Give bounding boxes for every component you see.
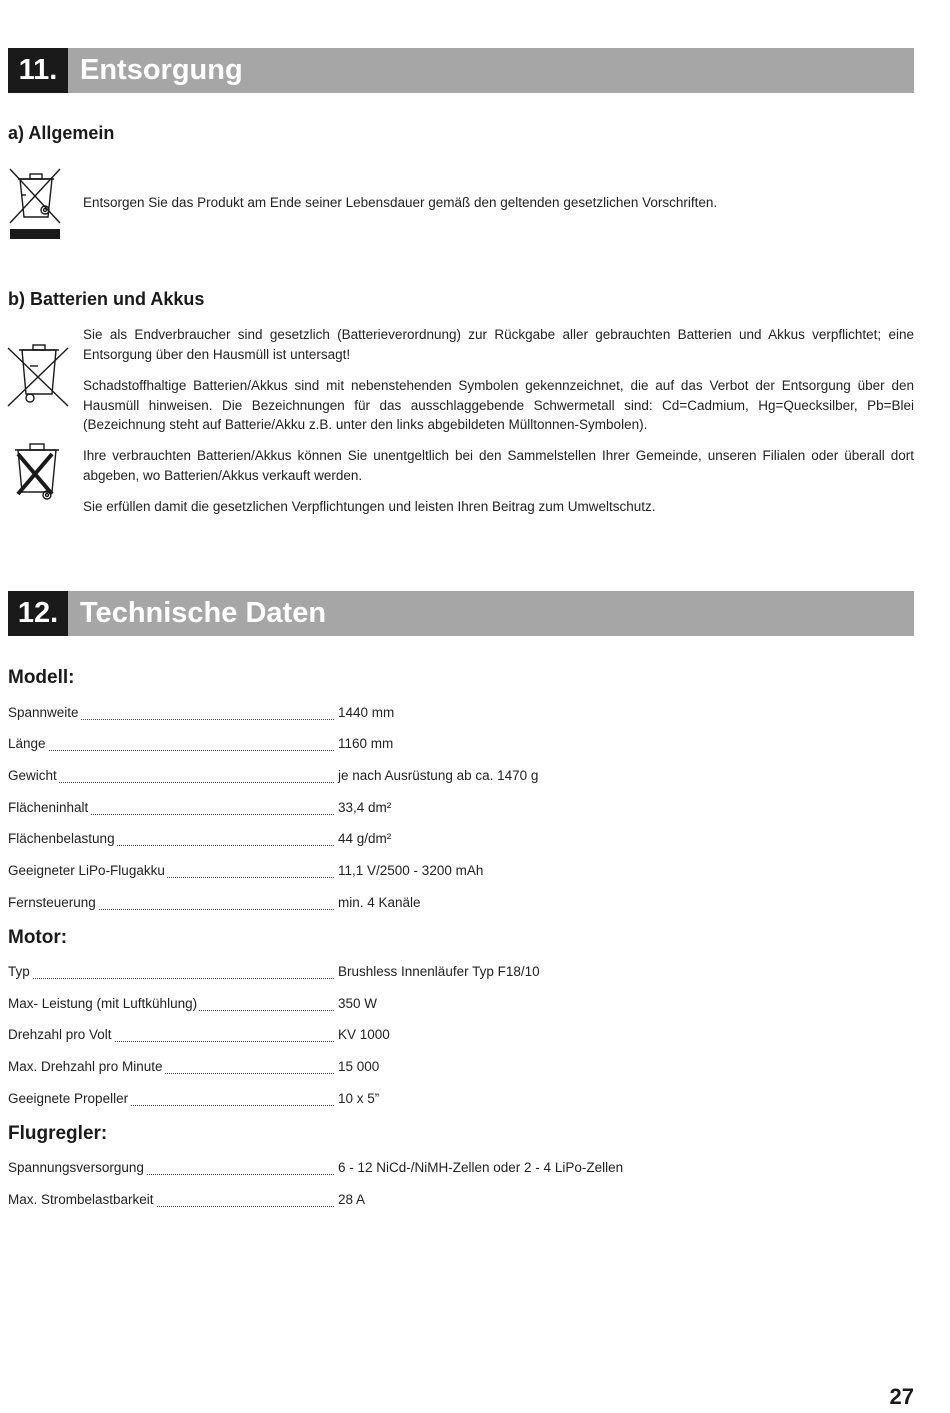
section-number: 12. bbox=[8, 591, 68, 636]
spec-label: Gewicht bbox=[8, 768, 57, 783]
page-number: 27 bbox=[889, 1384, 914, 1409]
spec-value: 28 A bbox=[338, 1192, 366, 1207]
spec-row bbox=[8, 1160, 708, 1180]
spec-value: 1440 mm bbox=[338, 705, 395, 720]
spec-row bbox=[8, 1091, 708, 1111]
spec-row bbox=[8, 1059, 708, 1079]
spec-value: 10 x 5” bbox=[338, 1091, 380, 1106]
spec-label: Geeigneter LiPo-Flugakku bbox=[8, 863, 165, 878]
batterien-paragraph-1: Sie als Endverbraucher sind gesetzlich (Batterieverordnung) zur Rückgabe aller gebrauchten Batterien und Akkus verpflichtet; eine Entsorgung über den Hausmüll ist untersagt! bbox=[83, 327, 914, 362]
spec-value: je nach Ausrüstung ab ca. 1470 g bbox=[338, 768, 539, 783]
spec-row bbox=[8, 736, 708, 756]
spec-value: 350 W bbox=[338, 996, 378, 1011]
spec-label: Max. Drehzahl pro Minute bbox=[8, 1059, 163, 1074]
spec-row bbox=[8, 800, 708, 820]
spec-row bbox=[8, 1192, 708, 1212]
spec-label: Drehzahl pro Volt bbox=[8, 1027, 112, 1042]
spec-label: Spannungsversorgung bbox=[8, 1160, 144, 1175]
spec-group-heading: Motor: bbox=[8, 927, 68, 948]
spec-value: min. 4 Kanäle bbox=[338, 895, 421, 910]
spec-row bbox=[8, 831, 708, 851]
spec-label: Typ bbox=[8, 964, 30, 979]
spec-label: Länge bbox=[8, 736, 46, 751]
spec-value: 1160 mm bbox=[338, 736, 394, 751]
spec-label: Flächenbelastung bbox=[8, 831, 115, 846]
spec-label: Spannweite bbox=[8, 705, 79, 720]
spec-row bbox=[8, 996, 708, 1016]
spec-row bbox=[8, 1027, 708, 1047]
spec-row bbox=[8, 705, 708, 725]
spec-group-heading: Modell: bbox=[8, 667, 75, 688]
section-11-header bbox=[8, 48, 914, 93]
spec-row bbox=[8, 964, 708, 984]
batterien-paragraph-2: Schadstoffhaltige Batterien/Akkus sind mit nebenstehenden Symbolen gekennzeichnet, die auf das Verbot der Entsorgung über den Hausmüll hinweisen. Die Bezeichnungen für das ausschlaggebende Schwermetall sind: Cd=Cadmium, Hg=Quecksilber, Pb=Blei (Bezeichnung steht auf Batterie/Akku z.B. unter den links abgebildeten Mülltonnen-Symbolen). bbox=[83, 378, 914, 432]
spec-group-heading: Flugregler: bbox=[8, 1123, 108, 1144]
section-number: 11. bbox=[8, 48, 68, 93]
spec-value: 11,1 V/2500 - 3200 mAh bbox=[338, 863, 484, 878]
spec-label: Geeignete Propeller bbox=[8, 1091, 129, 1106]
spec-value: 6 - 12 NiCd-/NiMH-Zellen oder 2 - 4 LiPo-Zellen bbox=[338, 1160, 624, 1175]
batterien-paragraph-3: Ihre verbrauchten Batterien/Akkus können Sie unentgeltlich bei den Sammelstellen Ihrer Gemeinde, unseren Filialen oder überall dort abgeben, wo Batterien/Akkus verkauft werden. bbox=[83, 448, 914, 483]
spec-label: Flächeninhalt bbox=[8, 800, 89, 815]
spec-value: KV 1000 bbox=[338, 1027, 390, 1042]
spec-value: 15 000 bbox=[338, 1059, 380, 1074]
crossed-out-wheelie-bin-icon bbox=[8, 165, 64, 246]
batterien-paragraph-4: Sie erfüllen damit die gesetzlichen Verpflichtungen und leisten Ihren Beitrag zum Umweltschutz. bbox=[83, 499, 656, 514]
spec-label: Max- Leistung (mit Luftkühlung) bbox=[8, 996, 198, 1011]
spec-label: Fernsteuerung bbox=[8, 895, 96, 910]
spec-row bbox=[8, 895, 708, 915]
crossed-out-wheelie-bin-icon bbox=[10, 440, 66, 509]
subheading-allgemein: a) Allgemein bbox=[8, 123, 115, 143]
spec-value: 44 g/dm² bbox=[338, 831, 392, 846]
section-12-header bbox=[8, 591, 914, 636]
spec-row bbox=[8, 863, 708, 883]
crossed-out-wheelie-bin-icon bbox=[6, 338, 72, 415]
section-title: Technische Daten bbox=[80, 597, 327, 629]
spec-row bbox=[8, 768, 708, 788]
subheading-batterien: b) Batterien und Akkus bbox=[8, 289, 205, 309]
allgemein-text: Entsorgen Sie das Produkt am Ende seiner Lebensdauer gemäß den geltenden gesetzlichen Vorschriften. bbox=[83, 195, 718, 210]
spec-value: Brushless Innenläufer Typ F18/10 bbox=[338, 964, 540, 979]
spec-label: Max. Strombelastbarkeit bbox=[8, 1192, 154, 1207]
section-title: Entsorgung bbox=[80, 54, 243, 86]
spec-value: 33,4 dm² bbox=[338, 800, 392, 815]
